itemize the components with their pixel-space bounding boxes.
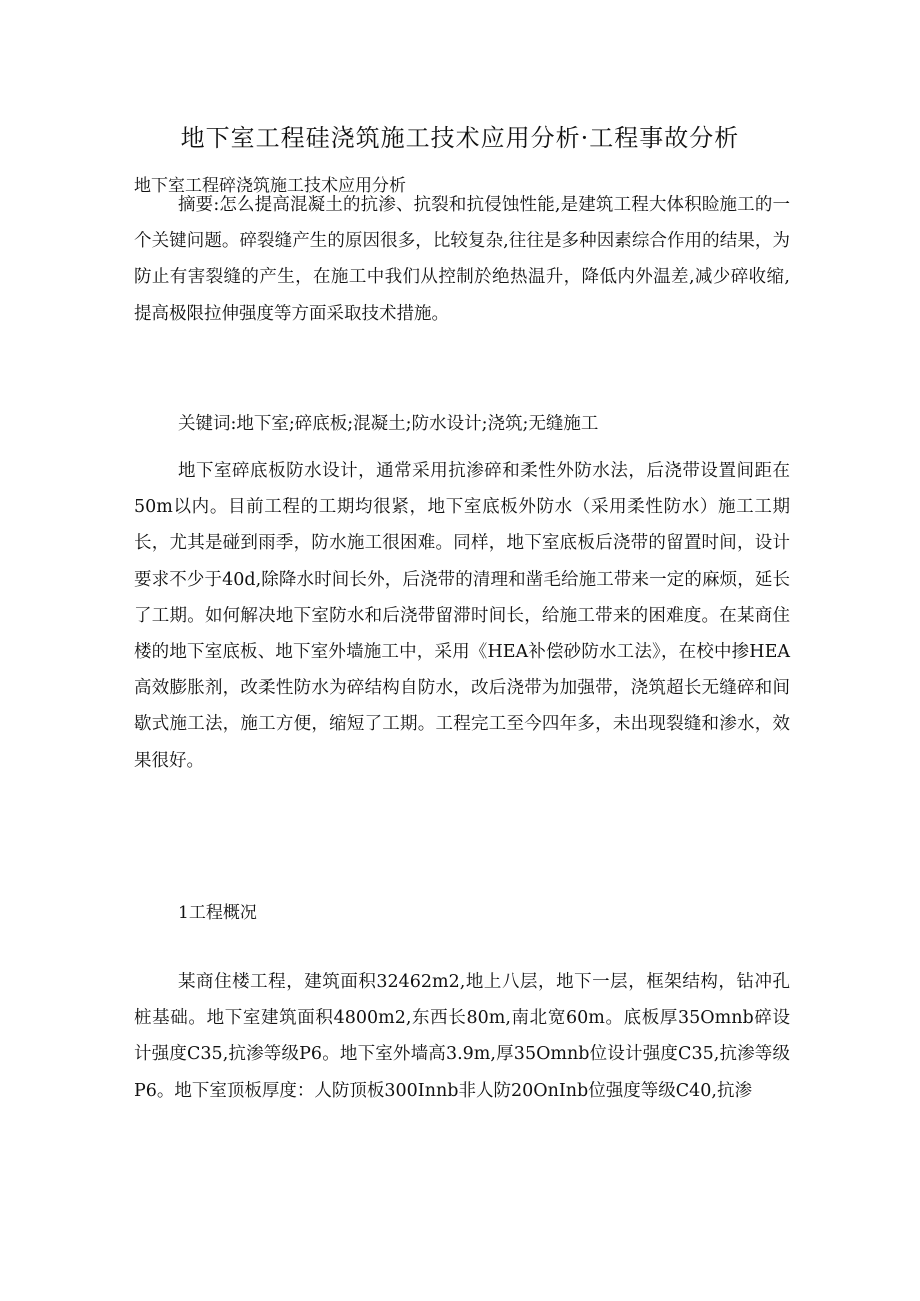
section-heading: 1工程概况 [178, 903, 257, 923]
keywords-paragraph: 关键词:地下室;碎底板;混凝土;防水设计;浇筑;无缝施工 [178, 414, 599, 434]
document-subtitle: 地下室工程碎浇筑施工技术应用分析 [134, 176, 406, 196]
body-paragraph: 某商住楼工程，建筑面积32462m2,地上八层，地下一层，框架结构，钻冲孔桩基础。地下室建筑面积4800m2,东西长80m,南北宽60m。底板厚35Omnb碎设计强度C35,抗渗等级P6。地下室外墙高3.9m,厚35Omnb位设计强度C35,抗渗等级P6。地下室顶板厚度：人防顶板300Innb非人防20OnInb位强度等级C40,抗渗 [134, 972, 790, 1101]
document-title: 地下室工程硅浇筑施工技术应用分析·工程事故分析 [180, 124, 740, 152]
body-paragraph: 地下室碎底板防水设计，通常采用抗渗碎和柔性外防水法，后浇带设置间距在50m以内。目前工程的工期均很紧，地下室底板外防水（采用柔性防水）施工工期长，尤其是碰到雨季，防水施工很困难。同样，地下室底板后浇带的留置时间，设计要求不少于40d,除降水时间长外，后浇带的清理和凿毛给施工带来一定的麻烦，延长了工期。如何解决地下室防水和后浇带留滞时间长，给施工带来的困难度。在某商住楼的地下室底板、地下室外墙施工中，采用《HEA补偿砂防水工法》，在校中掺HEA高效膨胀剂，改柔性防水为碎结构自防水，改后浇带为加强带，浇筑超长无缝碎和间歇式施工法，施工方便，缩短了工期。工程完工至今四年多，未出现裂缝和渗水，效果很好。 [134, 461, 790, 771]
abstract-paragraph: 摘要:怎么提高混凝土的抗渗、抗裂和抗侵蚀性能,是建筑工程大体积睑施工的一个关键问题。碎裂缝产生的原因很多，比较复杂,往往是多种因素综合作用的结果，为防止有害裂缝的产生，在施工中我们从控制於绝热温升，降低内外温差,减少碎收缩,提高极限拉伸强度等方面采取技术措施。 [134, 195, 790, 324]
